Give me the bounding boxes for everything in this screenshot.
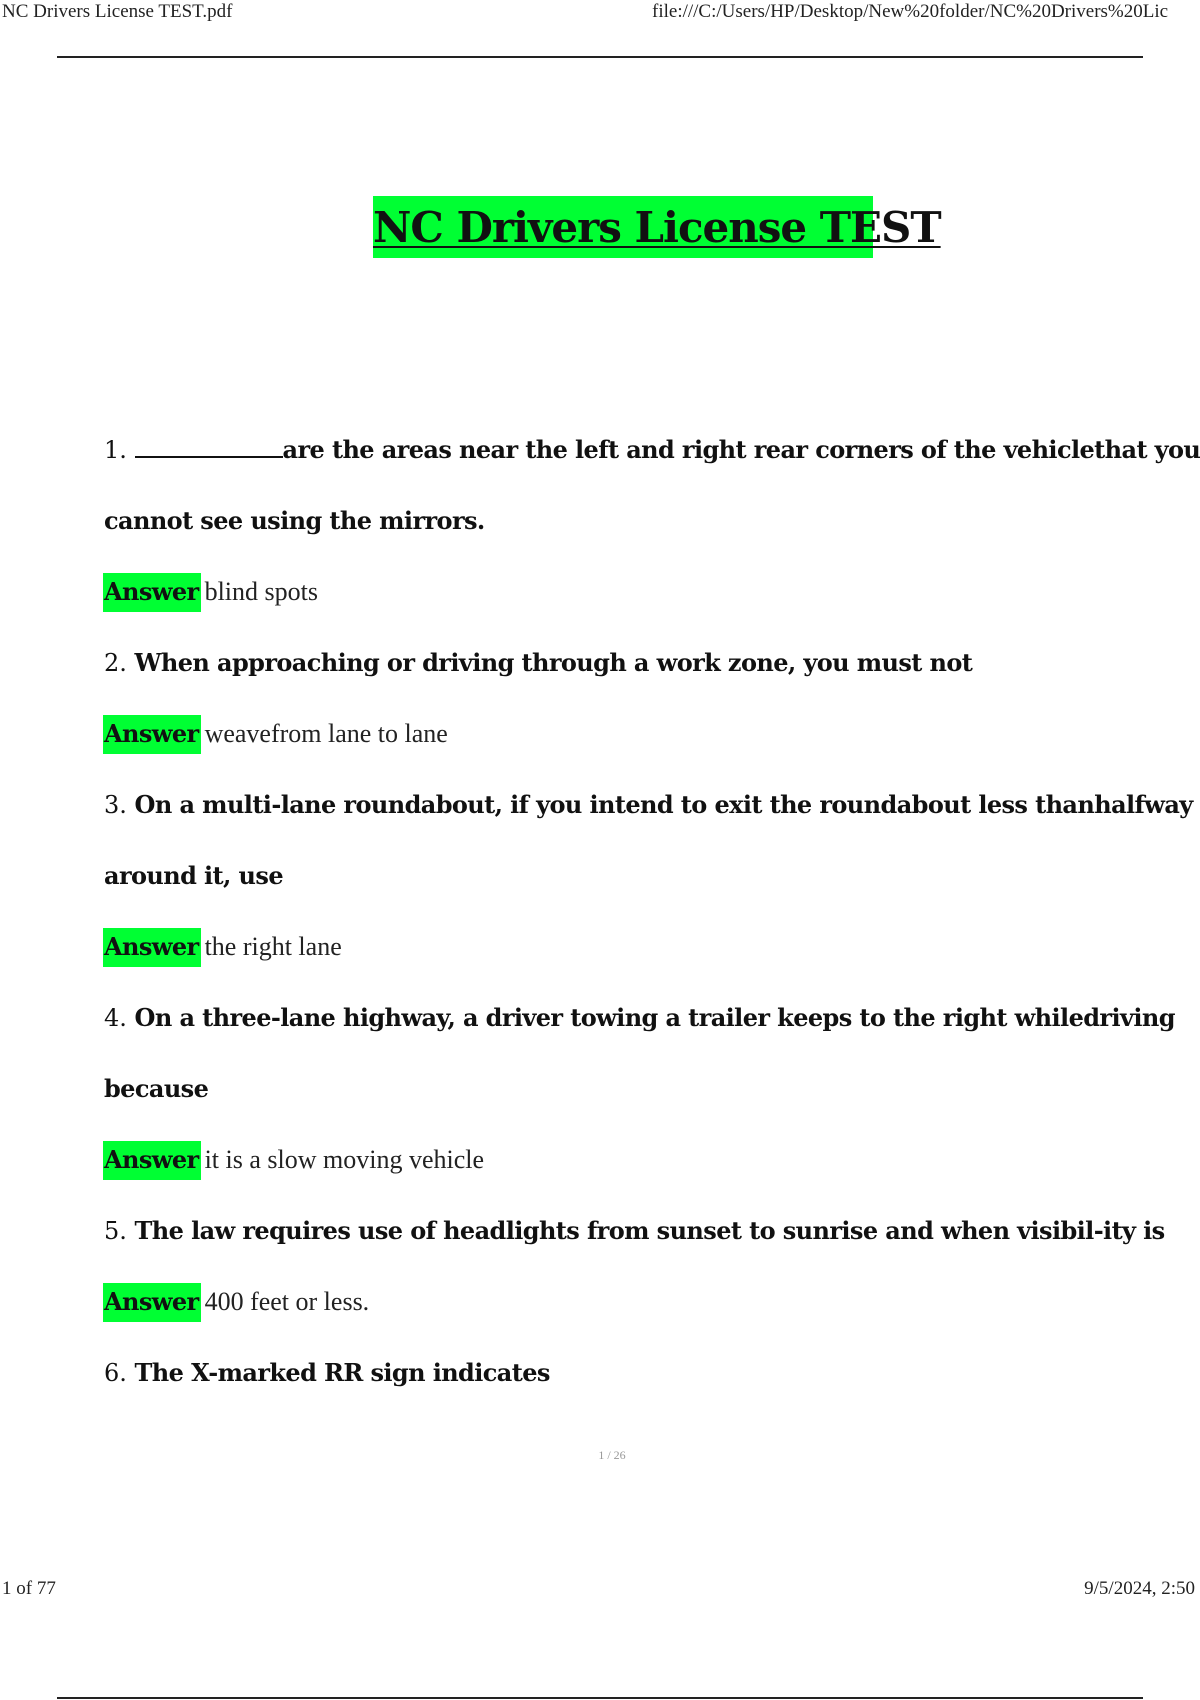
question-text: are the areas near the left and right rear corners of the vehiclethat you [282, 435, 1200, 464]
question-text: On a three-lane highway, a driver towing a trailer keeps to the right whiledriving [134, 1003, 1175, 1032]
question-text: When approaching or driving through a work zone, you must not [134, 648, 973, 677]
question-number: 4. [104, 1004, 127, 1032]
answer-label: Answer [103, 573, 201, 612]
answer-label: Answer [103, 715, 201, 754]
document-title: NC Drivers License TEST [373, 196, 873, 258]
answer-label: Answer [103, 1283, 201, 1322]
answer-text: 400 feet or less. [204, 1287, 370, 1316]
print-footer-datetime: 9/5/2024, 2:50 [1084, 1578, 1195, 1599]
question-number: 3. [104, 791, 127, 819]
question-1 [104, 420, 1200, 491]
question-4-continued [104, 1059, 1104, 1130]
print-header-filename: NC Drivers License TEST.pdf [2, 1, 233, 22]
print-footer-page-count: 1 of 77 [2, 1578, 56, 1599]
answer-text: the right lane [204, 932, 342, 961]
answer-2 [104, 704, 1104, 775]
print-header [0, 0, 1200, 26]
footer-rule [57, 1697, 1143, 1699]
answer-text: it is a slow moving vehicle [204, 1145, 485, 1174]
page-marker: 1 / 26 [598, 1448, 626, 1462]
question-text: cannot see using the mirrors. [104, 506, 485, 535]
question-text: The law requires use of headlights from sunset to sunrise and when visibil-ity is [134, 1216, 1165, 1245]
question-text: because [104, 1074, 209, 1103]
question-number: 5. [104, 1217, 127, 1245]
print-header-url: file:///C:/Users/HP/Desktop/New%20folder/NC%20Drivers%20Lic [652, 1, 1169, 22]
question-text: around it, use [104, 861, 283, 890]
question-list [104, 420, 1200, 1414]
question-number: 2. [104, 649, 127, 677]
question-2 [104, 633, 1104, 704]
question-4 [104, 988, 1175, 1059]
answer-text: blind spots [204, 577, 318, 606]
question-number: 1. [104, 436, 127, 464]
answer-label: Answer [103, 928, 201, 967]
question-6 [104, 1343, 1104, 1414]
question-text: The X-marked RR sign indicates [134, 1358, 550, 1387]
question-3 [104, 775, 1193, 846]
answer-5 [104, 1272, 1104, 1343]
question-text: On a multi-lane roundabout, if you intend to exit the roundabout less thanhalfway [134, 790, 1193, 819]
question-5 [104, 1201, 1165, 1272]
answer-1 [104, 562, 1104, 633]
answer-4 [104, 1130, 1104, 1201]
question-number: 6. [104, 1359, 127, 1387]
header-rule [57, 56, 1143, 58]
answer-label: Answer [103, 1141, 201, 1180]
fill-in-blank [135, 434, 283, 458]
question-1-continued [104, 491, 1104, 562]
answer-text: weavefrom lane to lane [204, 719, 448, 748]
answer-3 [104, 917, 1104, 988]
question-3-continued [104, 846, 1104, 917]
